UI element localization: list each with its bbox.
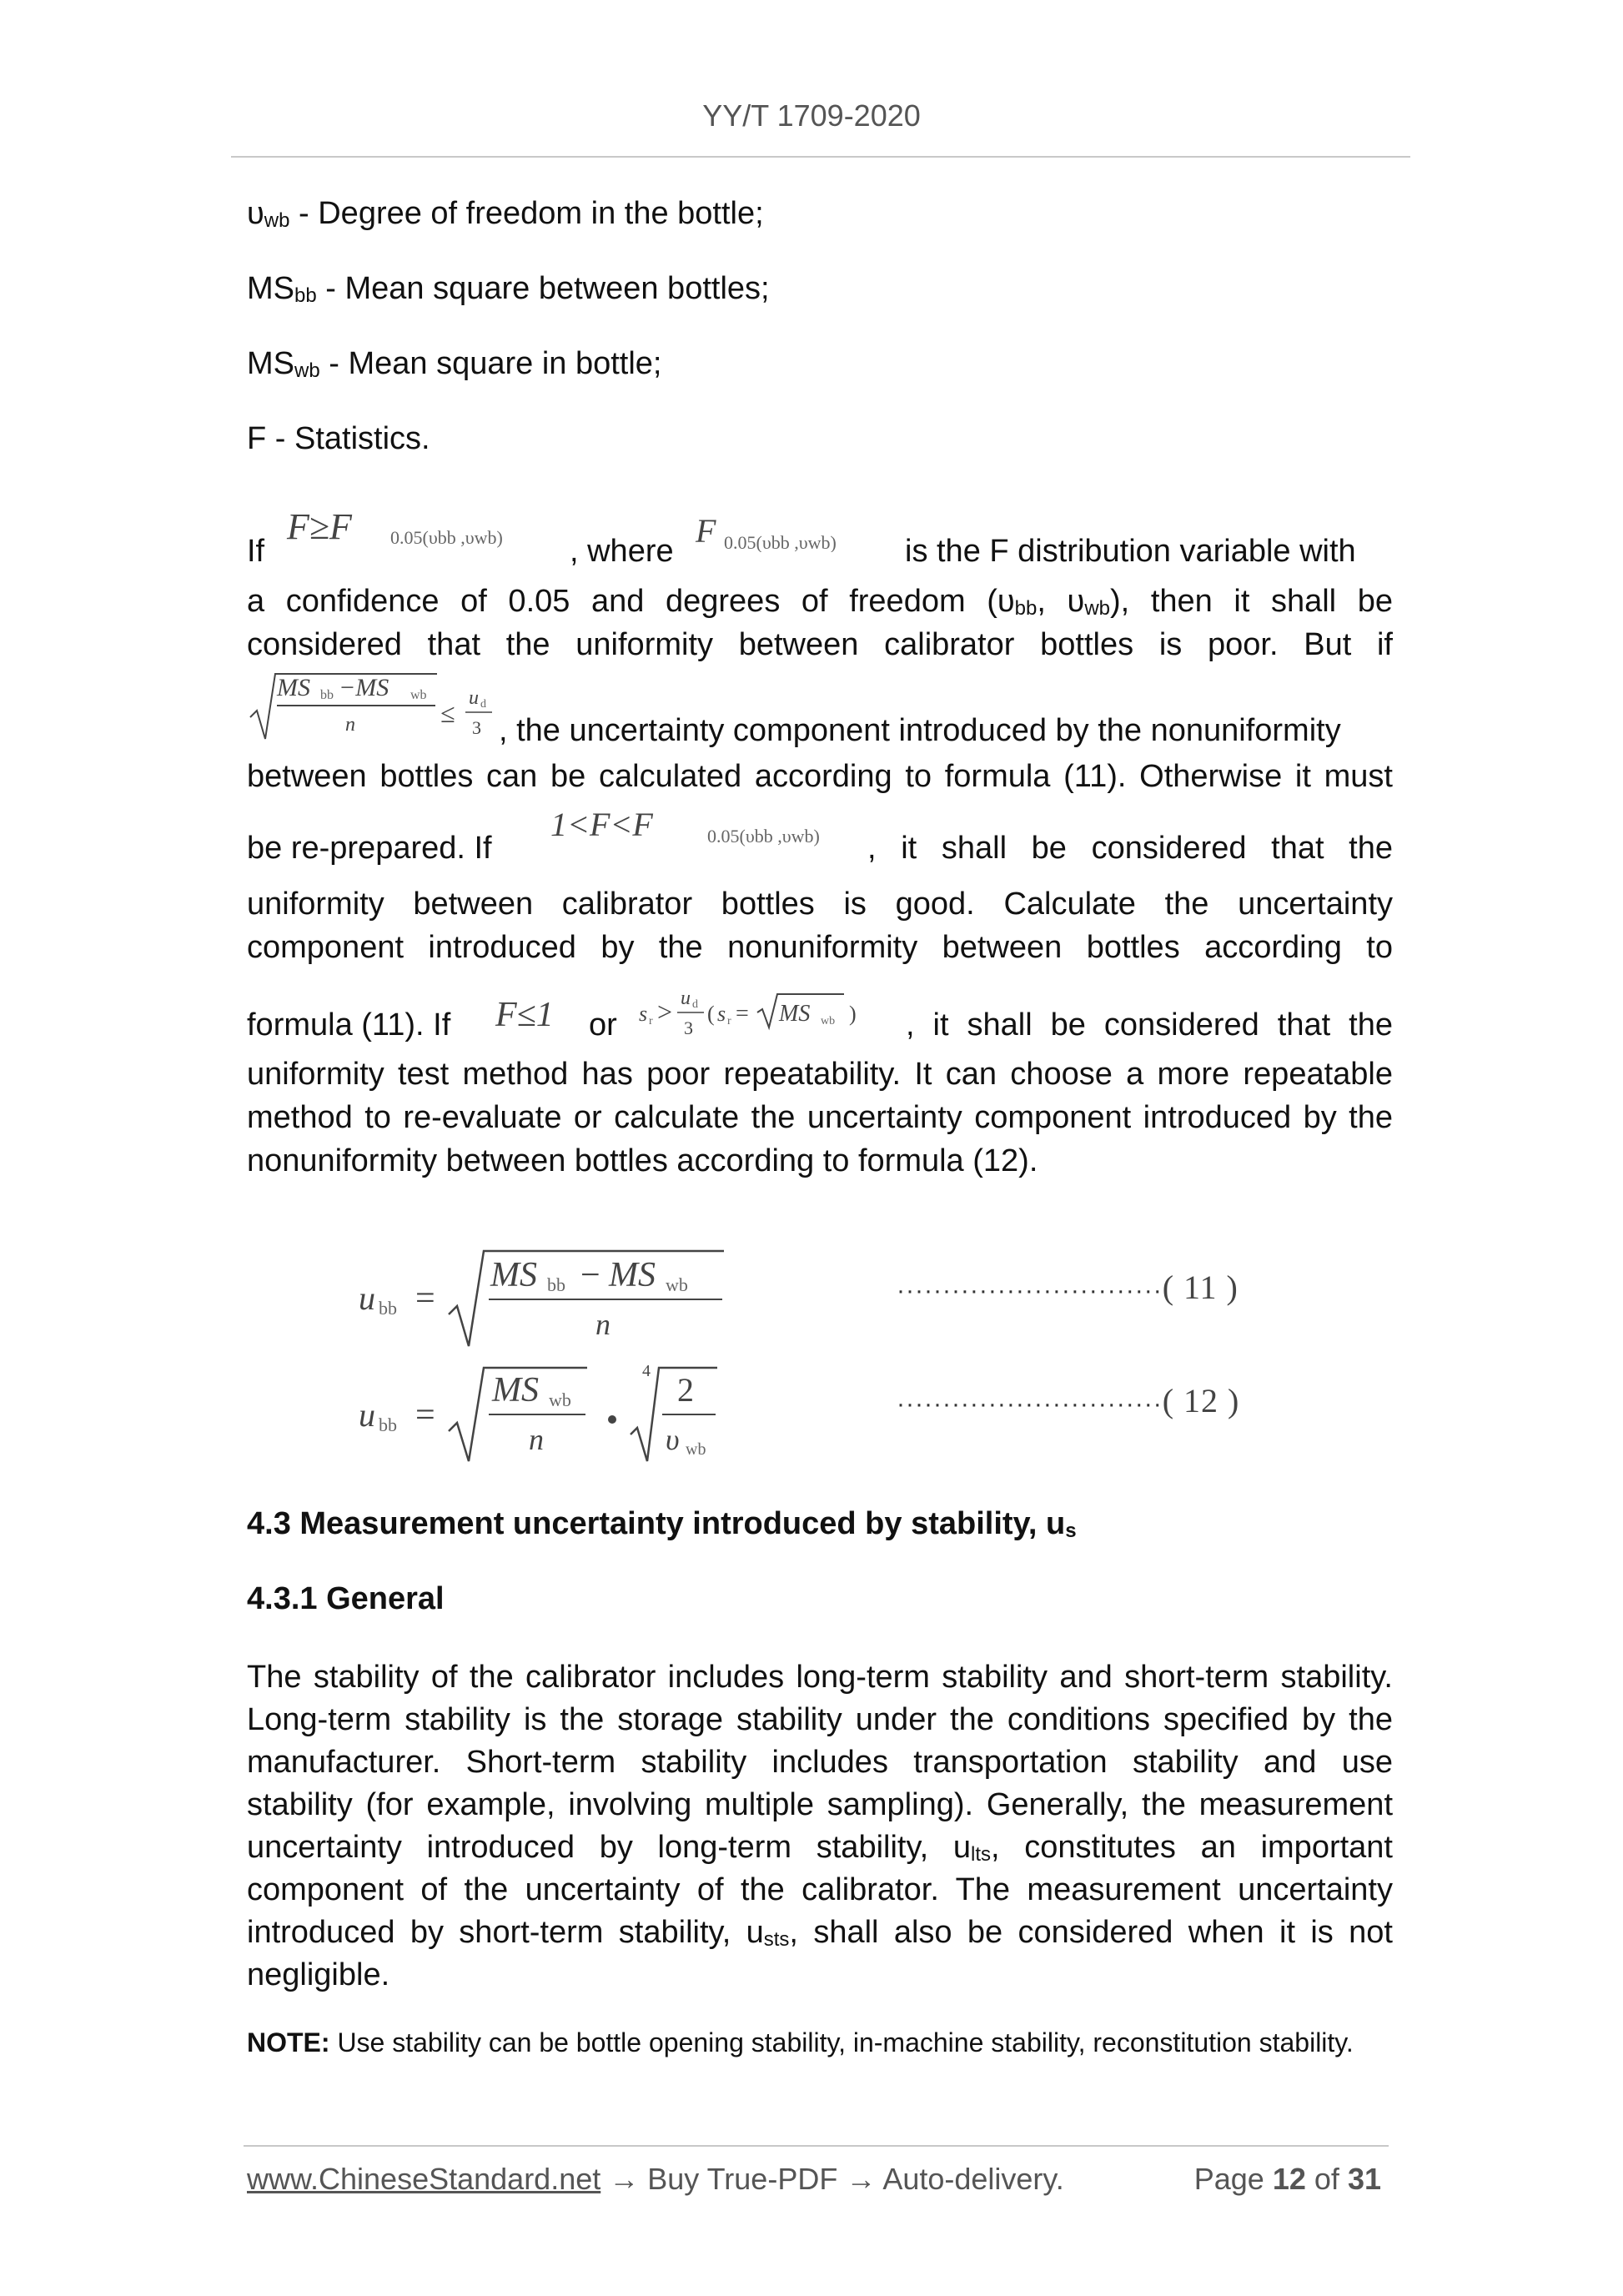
formula-fcrit [692, 510, 901, 552]
paragraph-or: or [589, 1007, 617, 1042]
svg-text:n: n [345, 714, 355, 736]
svg-text:=: = [415, 1396, 435, 1434]
svg-text:u: u [359, 1396, 375, 1434]
svg-text:bb: bb [379, 1298, 397, 1319]
formula-12 [350, 1358, 734, 1466]
svg-text:(: ( [707, 1002, 715, 1026]
svg-text:wb: wb [821, 1015, 836, 1027]
svg-text:MS: MS [492, 1371, 539, 1409]
svg-text:d: d [692, 998, 698, 1011]
body-line-7: introduced by short-term stability, $u_{sts}$, shall also be considered when it is not [247, 1915, 1393, 1951]
svg-text:r: r [727, 1015, 731, 1027]
svg-text:0.05(υbb ,υwb): 0.05(υbb ,υwb) [724, 532, 837, 552]
svg-text:n: n [595, 1308, 611, 1341]
svg-text:r: r [649, 1015, 653, 1027]
note [247, 2022, 1393, 2064]
body-line-4: stability (for example, involving multiple sampling). Generally, the measurement [247, 1787, 1393, 1822]
svg-text:bb: bb [547, 1274, 565, 1295]
header-divider [231, 156, 1410, 158]
svg-text:2: 2 [677, 1371, 694, 1409]
svg-text:s: s [717, 1002, 726, 1026]
paragraph-line-6a: be re-prepared. If [247, 831, 492, 866]
body-line-3: manufacturer. Short-term stability includes transportation stability and use [247, 1745, 1393, 1780]
formula-sr-condition [636, 976, 902, 1042]
paragraph-line-4: , the uncertainty component introduced by the nonuniformity [499, 713, 1341, 748]
svg-text:=: = [736, 1001, 749, 1027]
svg-text:d: d [480, 698, 486, 711]
svg-text:wb: wb [410, 688, 427, 702]
section-heading-4-3: 4.3 Measurement uncertainty introduced by stability, $u_s$ [247, 1506, 1077, 1542]
svg-text:>: > [657, 997, 673, 1027]
svg-text:F≤1: F≤1 [495, 996, 554, 1034]
definition-ms-wb: $MS_{wb}$ - Mean square in bottle; [247, 346, 662, 382]
paragraph-if: If [247, 534, 265, 569]
body-line-2: Long-term stability is the storage stability under the conditions specified by the [247, 1702, 1393, 1737]
svg-text:bb: bb [320, 688, 334, 702]
formula-1-lt-f-lt-fcrit [547, 804, 864, 854]
svg-text:u: u [359, 1279, 375, 1317]
svg-text:≤: ≤ [440, 698, 455, 728]
section-heading-4-3-1: 4.3.1 General [247, 1581, 445, 1616]
running-header: YY/T 1709-2020 [702, 98, 921, 133]
svg-text:3: 3 [684, 1017, 693, 1038]
footer-link[interactable]: www.ChineseStandard.net [247, 2162, 601, 2196]
paragraph-where: , where [570, 534, 674, 569]
formula-12-leader: ·····························( 12 ) [897, 1382, 1240, 1419]
svg-text:4: 4 [642, 1362, 651, 1380]
page-number: Page 12 of 31 [1193, 2162, 1381, 2196]
paragraph-line-10: uniformity test method has poor repeatability. It can choose a more repeatable [247, 1057, 1393, 1092]
body-line-8: negligible. [247, 1957, 390, 1992]
paragraph-line-9b: , it shall be considered that the [906, 1007, 1393, 1042]
svg-text:=: = [415, 1279, 435, 1318]
formula-11-leader: ·····························( 11 ) [897, 1269, 1239, 1306]
body-line-6: component of the uncertainty of the calibrator. The measurement uncertainty [247, 1872, 1393, 1907]
definition-nu-wb: $\upsilon_{wb}$ - Degree of freedom in the bottle; [247, 196, 764, 232]
svg-text:−: − [580, 1256, 600, 1294]
formula-11-label: ( 11 ) [1162, 1269, 1239, 1306]
svg-text:n: n [529, 1423, 544, 1456]
svg-text:3: 3 [472, 717, 481, 738]
footer-divider [244, 2145, 1389, 2147]
paragraph-line-5: between bottles can be calculated according to formula (11). Otherwise it must [247, 759, 1393, 794]
svg-text:u: u [681, 987, 691, 1009]
svg-text:bb: bb [379, 1414, 397, 1435]
svg-text:υ: υ [666, 1423, 680, 1456]
footer-text: → Buy True-PDF → Auto-delivery. [600, 2162, 1064, 2196]
paragraph-line-9a: formula (11). If [247, 1007, 451, 1042]
svg-text:F≥F: F≥F [287, 506, 352, 547]
formula-f-ge-fcrit [284, 502, 567, 552]
svg-text:wb: wb [549, 1389, 571, 1410]
body-line-5: uncertainty introduced by long-term stability, $u_{lts}$, constitutes an important [247, 1830, 1393, 1866]
note-text: Use stability can be bottle opening stability, in-machine stability, reconstitution stability. [329, 2027, 1354, 2057]
paragraph-line-2: a confidence of 0.05 and degrees of freedom ($\upsilon_{bb}$, $\upsilon_{wb}$), then it shall be [247, 584, 1393, 620]
svg-text:MS: MS [609, 1256, 656, 1294]
definition-f: F - Statistics. [247, 421, 430, 456]
svg-text:0.05(υbb ,υwb): 0.05(υbb ,υwb) [390, 527, 503, 548]
note-label: NOTE: [247, 2027, 330, 2057]
svg-text:wb: wb [666, 1274, 688, 1295]
svg-text:): ) [849, 1002, 857, 1026]
svg-text:wb: wb [686, 1440, 706, 1459]
svg-text:0.05(υbb ,υwb): 0.05(υbb ,υwb) [707, 826, 820, 847]
formula-11 [350, 1243, 734, 1351]
formula-12-label: ( 12 ) [1162, 1382, 1240, 1419]
svg-text:−MS: −MS [339, 674, 389, 701]
paragraph-line-12: nonuniformity between bottles according to formula (12). [247, 1143, 1038, 1178]
svg-text:F: F [696, 512, 716, 550]
paragraph-line-3: considered that the uniformity between calibrator bottles is poor. But if [247, 627, 1393, 662]
paragraph-line-11: method to re-evaluate or calculate the uncertainty component introduced by the [247, 1100, 1393, 1135]
paragraph-line-7: uniformity between calibrator bottles is good. Calculate the uncertainty [247, 887, 1393, 922]
footer [247, 2162, 1381, 2197]
paragraph-line-6b: , it shall be considered that the [867, 831, 1393, 866]
body-line-1: The stability of the calibrator includes long-term stability and short-term stability. [247, 1660, 1393, 1695]
svg-text:s: s [639, 1002, 648, 1026]
svg-text:MS: MS [277, 674, 310, 701]
svg-text:MS: MS [490, 1256, 537, 1294]
paragraph-line-8: component introduced by the nonuniformity between bottles according to [247, 930, 1393, 965]
svg-text:1<F<F: 1<F<F [550, 806, 653, 843]
svg-text:MS: MS [779, 1001, 811, 1027]
formula-sqrt-condition [247, 667, 497, 742]
formula-f-le-1 [492, 989, 584, 1039]
definition-ms-bb: $MS_{bb}$ - Mean square between bottles; [247, 271, 770, 307]
svg-text:u: u [469, 687, 479, 709]
paragraph-fdist: is the F distribution variable with [905, 534, 1356, 569]
